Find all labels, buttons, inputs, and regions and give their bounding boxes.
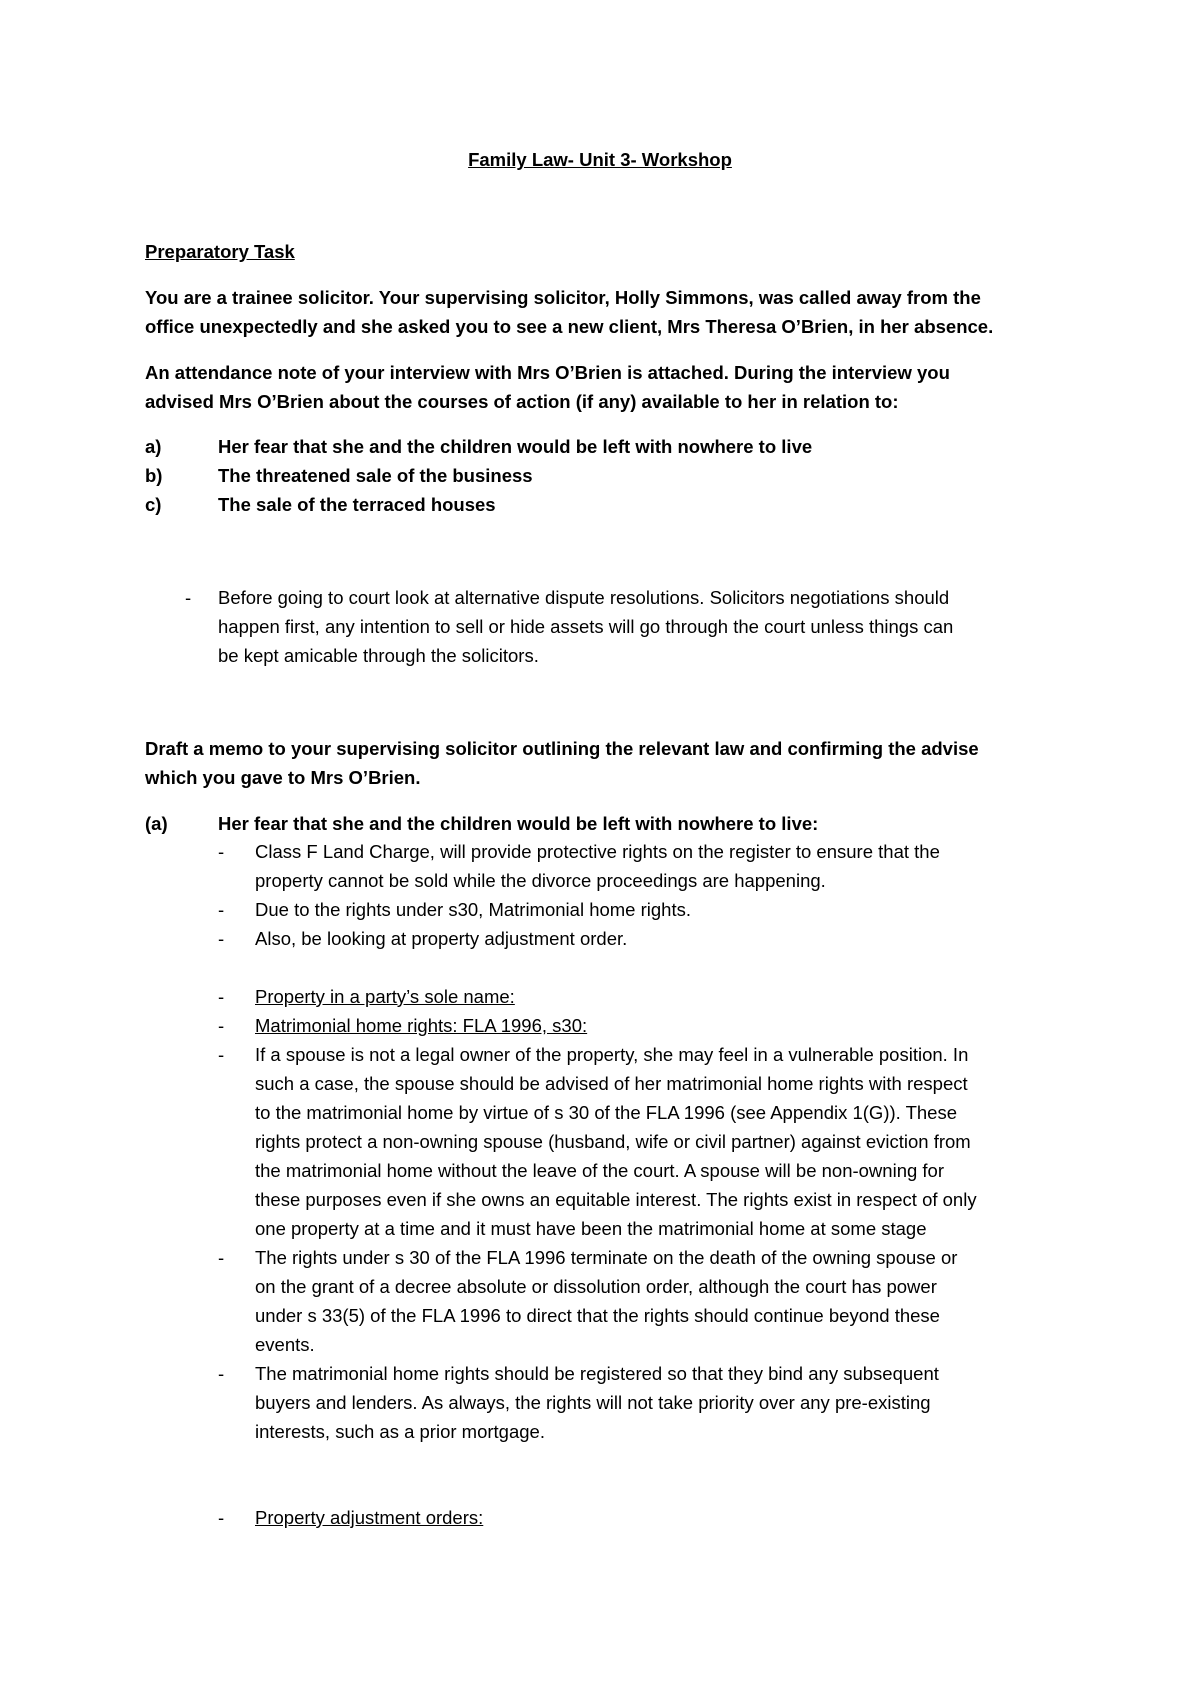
- memo-task-line-2: which you gave to Mrs O’Brien.: [145, 767, 421, 788]
- legal-owner-line-4: rights protect a non-owning spouse (husband, wife or civil partner) against eviction from: [255, 1131, 971, 1152]
- bullet-marker: -: [218, 1247, 225, 1268]
- termination-line-3: under s 33(5) of the FLA 1996 to direct that the rights should continue beyond these: [255, 1305, 940, 1326]
- adr-line-2: happen first, any intention to sell or hide assets will go through the court unless things can: [218, 616, 954, 637]
- bullet-marker: -: [218, 1015, 225, 1036]
- class-f-line-2: property cannot be sold while the divorce proceedings are happening.: [255, 870, 826, 891]
- document-title: Family Law- Unit 3- Workshop: [468, 149, 732, 170]
- intro-line-1: You are a trainee solicitor. Your supervising solicitor, Holly Simmons, was called away from the: [145, 287, 981, 308]
- termination-line-2: on the grant of a decree absolute or dissolution order, although the court has power: [255, 1276, 937, 1297]
- matrimonial-rights-heading: Matrimonial home rights: FLA 1996, s30:: [255, 1015, 588, 1036]
- attendance-line-2: advised Mrs O’Brien about the courses of action (if any) available to her in relation to:: [145, 391, 899, 412]
- list-marker-b: b): [145, 465, 163, 486]
- section-a-heading: Her fear that she and the children would be left with nowhere to live:: [218, 813, 819, 834]
- property-adjustment-orders-heading: Property adjustment orders:: [255, 1507, 484, 1528]
- registration-line-2: buyers and lenders. As always, the rights will not take priority over any pre-existing: [255, 1392, 931, 1413]
- legal-owner-line-5: the matrimonial home without the leave of the court. A spouse will be non-owning for: [255, 1160, 944, 1181]
- bullet-marker: -: [218, 841, 225, 862]
- list-marker-a: a): [145, 436, 162, 457]
- registration-line-1: The matrimonial home rights should be registered so that they bind any subsequent: [255, 1363, 939, 1384]
- termination-line-1: The rights under s 30 of the FLA 1996 terminate on the death of the owning spouse or: [255, 1247, 958, 1268]
- bullet-marker: -: [218, 986, 225, 1007]
- memo-task-line-1: Draft a memo to your supervising solicitor outlining the relevant law and confirming the advise: [145, 738, 979, 759]
- bullet-marker: -: [218, 1044, 225, 1065]
- legal-owner-line-2: such a case, the spouse should be advised of her matrimonial home rights with respect: [255, 1073, 968, 1094]
- list-marker-c: c): [145, 494, 162, 515]
- adr-line-1: Before going to court look at alternative dispute resolutions. Solicitors negotiations should: [218, 587, 950, 608]
- section-a-marker: (a): [145, 813, 168, 834]
- preparatory-task-heading: Preparatory Task: [145, 241, 295, 262]
- list-item-a: Her fear that she and the children would be left with nowhere to live: [218, 436, 813, 457]
- sole-name-heading: Property in a party’s sole name:: [255, 986, 515, 1007]
- bullet-marker: -: [218, 1507, 225, 1528]
- attendance-line-1: An attendance note of your interview with Mrs O’Brien is attached. During the interview you: [145, 362, 950, 383]
- legal-owner-line-7: one property at a time and it must have been the matrimonial home at some stage: [255, 1218, 927, 1239]
- intro-line-2: office unexpectedly and she asked you to see a new client, Mrs Theresa O’Brien, in her absence.: [145, 316, 994, 337]
- legal-owner-line-1: If a spouse is not a legal owner of the property, she may feel in a vulnerable position. In: [255, 1044, 969, 1065]
- termination-line-4: events.: [255, 1334, 315, 1355]
- list-item-b: The threatened sale of the business: [218, 465, 533, 486]
- legal-owner-line-3: to the matrimonial home by virtue of s 30 of the FLA 1996 (see Appendix 1(G)). These: [255, 1102, 958, 1123]
- class-f-line-1: Class F Land Charge, will provide protective rights on the register to ensure that the: [255, 841, 940, 862]
- registration-line-3: interests, such as a prior mortgage.: [255, 1421, 545, 1442]
- legal-owner-line-6: these purposes even if she owns an equitable interest. The rights exist in respect of only: [255, 1189, 977, 1210]
- property-adjustment-line: Also, be looking at property adjustment order.: [255, 928, 628, 949]
- adr-bullet-marker: -: [185, 587, 192, 608]
- bullet-marker: -: [218, 1363, 225, 1384]
- bullet-marker: -: [218, 928, 225, 949]
- adr-line-3: be kept amicable through the solicitors.: [218, 645, 539, 666]
- s30-rights-line: Due to the rights under s30, Matrimonial home rights.: [255, 899, 691, 920]
- bullet-marker: -: [218, 899, 225, 920]
- list-item-c: The sale of the terraced houses: [218, 494, 496, 515]
